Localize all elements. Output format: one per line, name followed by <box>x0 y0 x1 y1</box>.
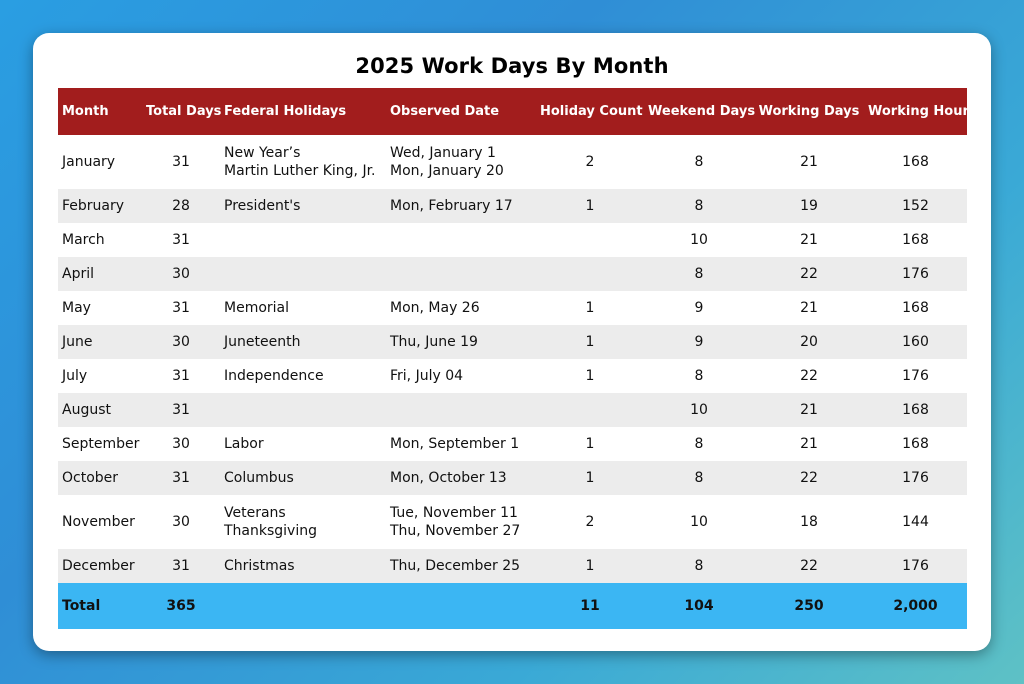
cell-observed-date <box>386 495 536 549</box>
cell-month: April <box>58 257 142 291</box>
total-weekend-days-cell: 104 <box>644 583 754 629</box>
cell-holiday-count: 2 <box>536 135 644 189</box>
header-holiday-count: Holiday Count <box>536 88 644 135</box>
cell-weekend-days: 9 <box>644 325 754 359</box>
header-working-days: Working Days <box>754 88 864 135</box>
cell-federal-holidays <box>220 325 386 359</box>
cell-holiday-count: 1 <box>536 427 644 461</box>
total-row <box>58 583 967 629</box>
cell-weekend-days: 8 <box>644 135 754 189</box>
cell-weekend-days: 10 <box>644 393 754 427</box>
table-body <box>58 135 967 583</box>
cell-federal-holidays-line: New Year’s <box>224 145 301 161</box>
cell-month: January <box>58 135 142 189</box>
table-row <box>58 461 967 495</box>
cell-observed-date-line: Thu, December 25 <box>390 558 521 574</box>
cell-weekend-days: 8 <box>644 461 754 495</box>
cell-federal-holidays <box>220 549 386 583</box>
cell-federal-holidays-line: Christmas <box>224 558 295 574</box>
cell-federal-holidays <box>220 135 386 189</box>
cell-holiday-count: 2 <box>536 495 644 549</box>
cell-observed-date <box>386 325 536 359</box>
cell-observed-date <box>386 291 536 325</box>
cell-working-hours: 176 <box>864 359 967 393</box>
cell-federal-holidays-line: Memorial <box>224 300 290 316</box>
header-month: Month <box>58 88 142 135</box>
cell-observed-date <box>386 223 536 257</box>
cell-total-days: 31 <box>142 359 220 393</box>
cell-holiday-count <box>536 257 644 291</box>
cell-working-days: 22 <box>754 359 864 393</box>
table-row <box>58 291 967 325</box>
cell-working-hours: 168 <box>864 427 967 461</box>
header-federal-holidays: Federal Holidays <box>220 88 386 135</box>
cell-federal-holidays-line: Juneteenth <box>224 334 301 350</box>
cell-working-days: 20 <box>754 325 864 359</box>
cell-federal-holidays <box>220 427 386 461</box>
cell-working-days: 21 <box>754 291 864 325</box>
total-label: Total <box>58 583 142 629</box>
cell-working-hours: 168 <box>864 291 967 325</box>
cell-working-hours: 168 <box>864 223 967 257</box>
work-days-table <box>58 88 977 629</box>
cell-federal-holidays-line: Thanksgiving <box>224 523 317 539</box>
cell-total-days: 31 <box>142 135 220 189</box>
cell-observed-date <box>386 427 536 461</box>
cell-total-days: 28 <box>142 189 220 223</box>
cell-total-days: 31 <box>142 291 220 325</box>
cell-working-days: 21 <box>754 427 864 461</box>
cell-federal-holidays-line: Independence <box>224 368 324 384</box>
header-observed-date: Observed Date <box>386 88 536 135</box>
table-row <box>58 549 967 583</box>
total-holidays-cell <box>220 583 386 629</box>
cell-federal-holidays <box>220 223 386 257</box>
cell-weekend-days: 8 <box>644 427 754 461</box>
cell-total-days: 31 <box>142 393 220 427</box>
cell-month: June <box>58 325 142 359</box>
cell-federal-holidays-line: Martin Luther King, Jr. <box>224 163 376 179</box>
cell-working-days: 19 <box>754 189 864 223</box>
cell-month: September <box>58 427 142 461</box>
cell-holiday-count: 1 <box>536 291 644 325</box>
table-row <box>58 135 967 189</box>
cell-federal-holidays <box>220 359 386 393</box>
cell-holiday-count: 1 <box>536 461 644 495</box>
cell-total-days: 30 <box>142 257 220 291</box>
cell-working-hours: 176 <box>864 549 967 583</box>
total-dates-cell <box>386 583 536 629</box>
cell-federal-holidays-line: President's <box>224 198 301 214</box>
cell-observed-date-line: Thu, November 27 <box>390 523 521 539</box>
cell-month: May <box>58 291 142 325</box>
cell-federal-holidays <box>220 257 386 291</box>
table-row <box>58 257 967 291</box>
cell-observed-date-line: Thu, June 19 <box>390 334 478 350</box>
cell-weekend-days: 8 <box>644 549 754 583</box>
cell-working-days: 21 <box>754 393 864 427</box>
table-row <box>58 427 967 461</box>
cell-month: July <box>58 359 142 393</box>
cell-total-days: 30 <box>142 325 220 359</box>
header-weekend-days: Weekend Days <box>644 88 754 135</box>
cell-holiday-count: 1 <box>536 189 644 223</box>
cell-holiday-count: 1 <box>536 325 644 359</box>
cell-holiday-count <box>536 223 644 257</box>
cell-month: December <box>58 549 142 583</box>
cell-holiday-count: 1 <box>536 549 644 583</box>
cell-month: November <box>58 495 142 549</box>
cell-weekend-days: 8 <box>644 359 754 393</box>
table-card <box>33 33 991 651</box>
cell-observed-date <box>386 189 536 223</box>
cell-observed-date-line: Mon, October 13 <box>390 470 507 486</box>
header-row <box>58 88 967 135</box>
cell-observed-date-line: Mon, February 17 <box>390 198 513 214</box>
cell-working-days: 22 <box>754 549 864 583</box>
cell-weekend-days: 8 <box>644 189 754 223</box>
cell-federal-holidays <box>220 393 386 427</box>
cell-working-hours: 168 <box>864 135 967 189</box>
header-working-hours: Working Hours <box>864 88 967 135</box>
cell-total-days: 30 <box>142 495 220 549</box>
cell-working-hours: 160 <box>864 325 967 359</box>
total-days-cell: 365 <box>142 583 220 629</box>
table-row <box>58 393 967 427</box>
cell-observed-date <box>386 359 536 393</box>
cell-total-days: 31 <box>142 549 220 583</box>
cell-weekend-days: 10 <box>644 495 754 549</box>
cell-month: October <box>58 461 142 495</box>
total-working-days-cell: 250 <box>754 583 864 629</box>
cell-month: February <box>58 189 142 223</box>
cell-total-days: 30 <box>142 427 220 461</box>
cell-observed-date-line: Fri, July 04 <box>390 368 464 384</box>
cell-weekend-days: 10 <box>644 223 754 257</box>
cell-working-days: 22 <box>754 257 864 291</box>
cell-month: March <box>58 223 142 257</box>
table-row <box>58 223 967 257</box>
cell-observed-date <box>386 549 536 583</box>
cell-observed-date <box>386 135 536 189</box>
table-row <box>58 325 967 359</box>
cell-observed-date-line: Wed, January 1 <box>390 145 496 161</box>
cell-federal-holidays <box>220 461 386 495</box>
cell-observed-date-line: Mon, September 1 <box>390 436 520 452</box>
cell-holiday-count: 1 <box>536 359 644 393</box>
cell-observed-date <box>386 461 536 495</box>
cell-month: August <box>58 393 142 427</box>
cell-working-hours: 176 <box>864 461 967 495</box>
cell-federal-holidays <box>220 189 386 223</box>
table-row <box>58 189 967 223</box>
cell-working-days: 21 <box>754 135 864 189</box>
cell-total-days: 31 <box>142 223 220 257</box>
total-working-hours-cell: 2,000 <box>864 583 967 629</box>
cell-observed-date-line: Tue, November 11 <box>390 505 518 521</box>
cell-federal-holidays <box>220 291 386 325</box>
cell-working-days: 22 <box>754 461 864 495</box>
cell-holiday-count <box>536 393 644 427</box>
page-title: 2025 Work Days By Month <box>355 54 669 78</box>
cell-federal-holidays-line: Veterans <box>224 505 286 521</box>
cell-weekend-days: 9 <box>644 291 754 325</box>
cell-working-days: 21 <box>754 223 864 257</box>
cell-observed-date-line: Mon, January 20 <box>390 163 504 179</box>
cell-federal-holidays-line: Columbus <box>224 470 294 486</box>
cell-total-days: 31 <box>142 461 220 495</box>
cell-working-hours: 144 <box>864 495 967 549</box>
header-total-days: Total Days <box>142 88 220 135</box>
cell-federal-holidays-line: Labor <box>224 436 264 452</box>
total-holiday-count-cell: 11 <box>536 583 644 629</box>
cell-federal-holidays <box>220 495 386 549</box>
table-row <box>58 359 967 393</box>
cell-observed-date <box>386 393 536 427</box>
cell-working-hours: 152 <box>864 189 967 223</box>
cell-working-days: 18 <box>754 495 864 549</box>
cell-observed-date-line: Mon, May 26 <box>390 300 480 316</box>
table-row <box>58 495 967 549</box>
cell-observed-date <box>386 257 536 291</box>
cell-working-hours: 168 <box>864 393 967 427</box>
cell-weekend-days: 8 <box>644 257 754 291</box>
cell-working-hours: 176 <box>864 257 967 291</box>
